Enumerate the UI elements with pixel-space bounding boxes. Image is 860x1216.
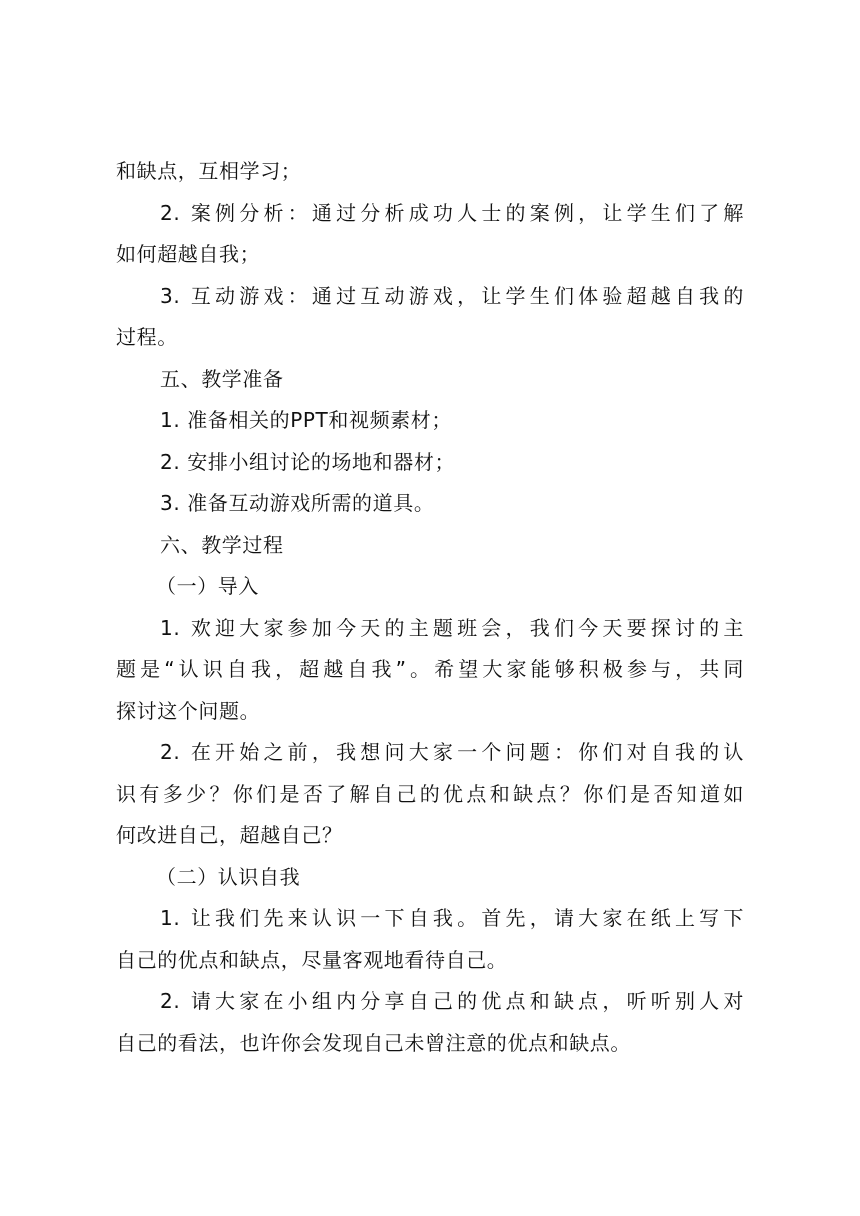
list-item-text: 1. 欢迎大家参加今天的主题班会，我们今天要探讨的主 [160, 615, 744, 640]
list-item-text: 1. 准备相关的PPT和视频素材； [160, 408, 452, 432]
text-line: 探讨这个问题。 [116, 698, 261, 723]
list-item-text: 2. 案例分析：通过分析成功人士的案例，让学生们了解 [160, 200, 744, 225]
list-item-text: 1. 让我们先来认识一下自我。首先，请大家在纸上写下 [160, 906, 744, 930]
document-page [116, 151, 744, 1064]
text-line: 如何超越自我； [116, 242, 261, 266]
subsection-heading: （二）认识自我 [156, 864, 301, 889]
list-item-text: 2. 安排小组讨论的场地和器材； [160, 449, 456, 474]
text-line: 过程。 [116, 325, 178, 349]
section-heading: 五、教学准备 [160, 366, 284, 391]
text-line: 何改进自己，超越自己？ [116, 823, 343, 847]
list-item-text: 2. 请大家在小组内分享自己的优点和缺点，听听别人对 [160, 989, 744, 1013]
text-line: 自己的优点和缺点，尽量客观地看待自己。 [116, 947, 508, 972]
list-item-text: 3. 准备互动游戏所需的道具。 [160, 491, 435, 515]
text-line: 自己的看法，也许你会发现自己未曾注意的优点和缺点。 [116, 1030, 631, 1055]
subsection-heading: （一）导入 [156, 574, 259, 598]
text-line: 题是“认识自我，超越自我”。希望大家能够积极参与，共同 [116, 657, 744, 681]
text-line: 和缺点，互相学习； [116, 159, 302, 183]
section-heading: 六、教学过程 [160, 532, 284, 557]
text-line: 识有多少？你们是否了解自己的优点和缺点？你们是否知道如 [116, 781, 744, 806]
list-item-text: 3. 互动游戏：通过互动游戏，让学生们体验超越自我的 [160, 283, 744, 308]
list-item-text: 2. 在开始之前，我想问大家一个问题：你们对自我的认 [160, 740, 744, 764]
